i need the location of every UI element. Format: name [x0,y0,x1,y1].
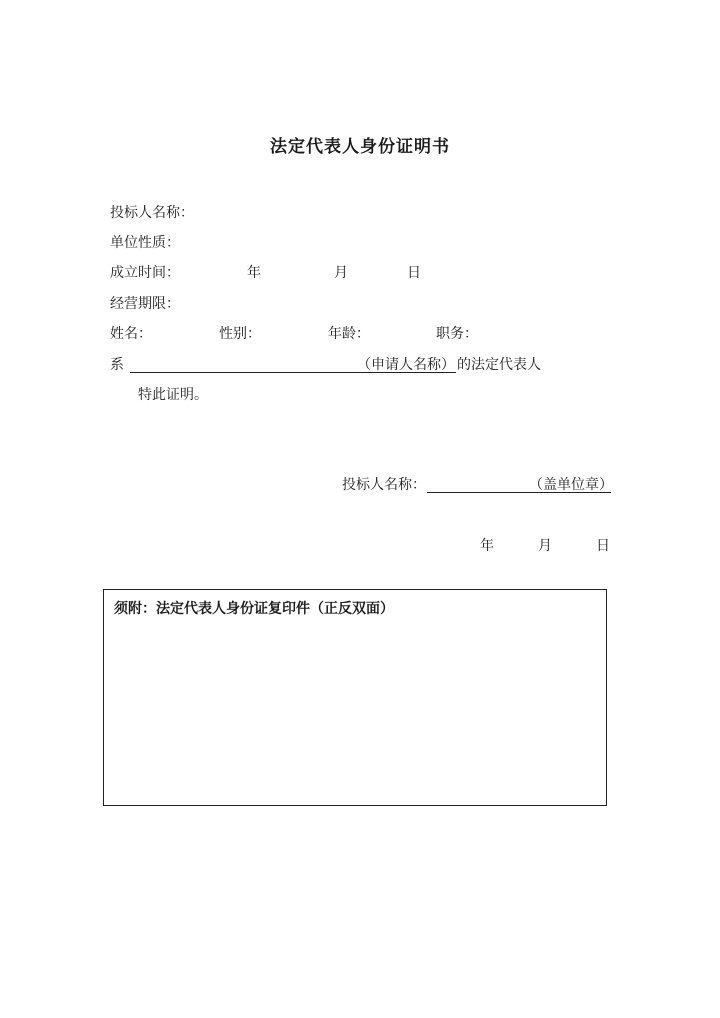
unit-nature-label: 单位性质： [110,235,180,251]
attachment-box [103,589,607,806]
seal-hint: （盖单位章） [529,477,613,493]
signature-day: 日 [596,538,610,554]
gender-label: 性别： [219,326,261,342]
established-year: 年 [247,265,261,281]
document-title: 法定代表人身份证明书 [270,137,450,157]
established-label: 成立时间： [110,265,180,281]
applicant-placeholder: （申请人名称） [357,357,455,373]
business-term-label: 经营期限： [110,296,180,312]
bidder-name-label: 投标人名称： [110,205,194,221]
certify-text: 特此证明。 [138,387,208,403]
position-label: 职务： [436,326,478,342]
established-day: 日 [407,265,421,281]
declaration-suffix: 的法定代表人 [457,357,541,373]
declaration-prefix: 系 [110,357,124,373]
attachment-note: 须附：法定代表人身份证复印件（正反双面） [114,601,394,617]
signature-bidder-label: 投标人名称： [342,477,426,493]
name-label: 姓名： [110,326,152,342]
age-label: 年龄： [328,326,370,342]
signature-month: 月 [538,538,552,554]
established-month: 月 [334,265,348,281]
signature-year: 年 [480,538,494,554]
